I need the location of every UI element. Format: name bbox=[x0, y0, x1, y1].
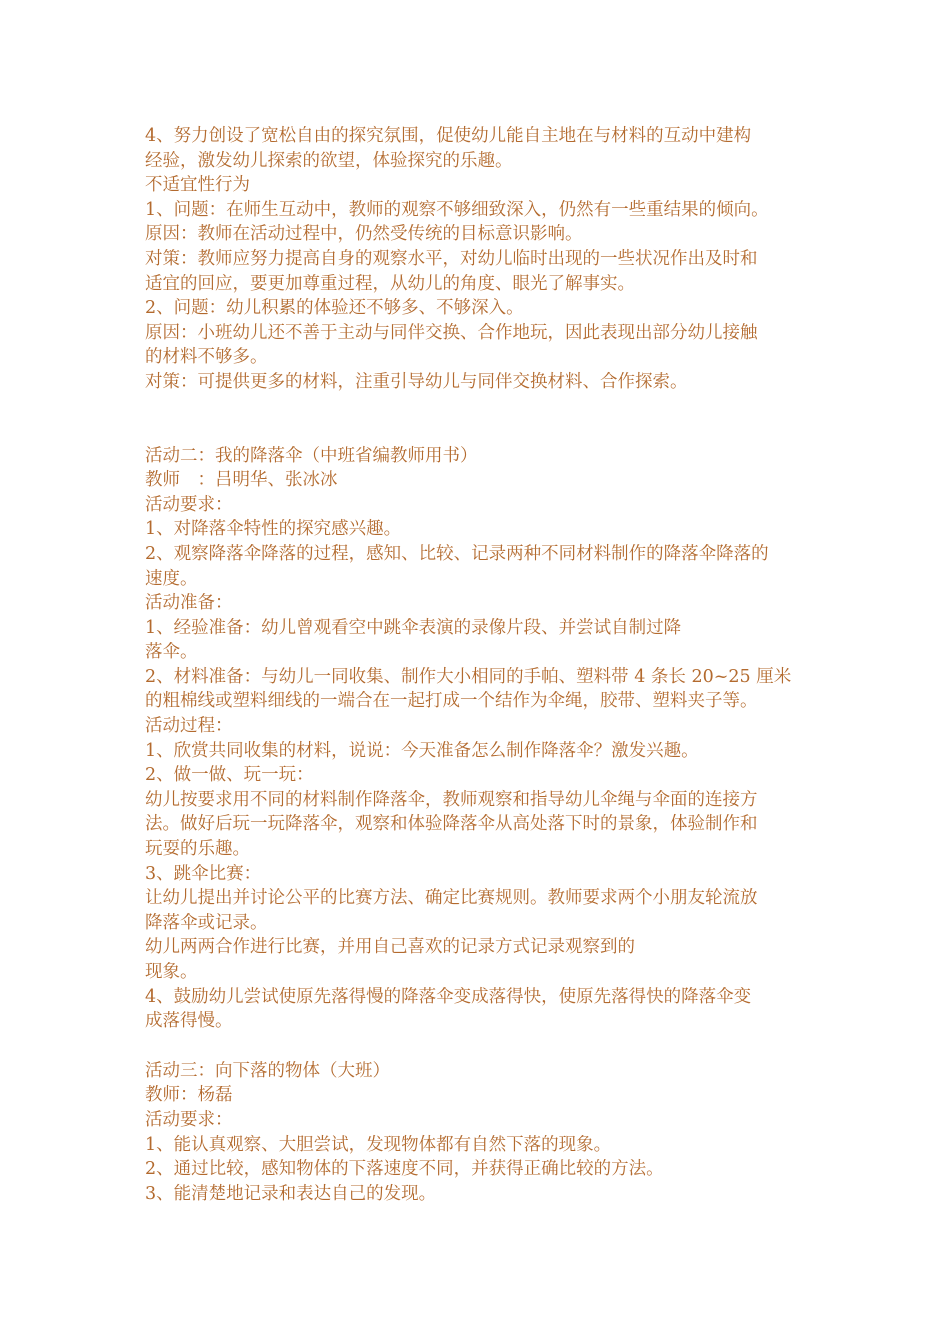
paragraph-line: 1、问题：在师生互动中，教师的观察不够细致深入，仍然有一些重结果的倾向。 bbox=[145, 199, 769, 220]
paragraph-line: 1、能认真观察、大胆尝试，发现物体都有自然下落的现象。 bbox=[145, 1134, 612, 1155]
paragraph-line: 的粗棉线或塑料细线的一端合在一起打成一个结作为伞绳，胶带、塑料夹子等。 bbox=[145, 691, 758, 712]
paragraph-line: 2、做一做、玩一玩： bbox=[145, 765, 314, 786]
paragraph-line: 降落伞或记录。 bbox=[145, 912, 268, 933]
paragraph-line: 2、材料准备：与幼儿一同收集、制作大小相同的手帕、塑料带 4 条长 20~25 厘米 bbox=[145, 666, 792, 687]
section-activity-three bbox=[145, 1059, 825, 1207]
paragraph-line: 的材料不够多。 bbox=[145, 347, 268, 368]
paragraph-line: 对策：教师应努力提高自身的观察水平，对幼儿临时出现的一些状况作出及时和 bbox=[145, 248, 758, 269]
teacher-line: 教师：杨磊 bbox=[145, 1085, 233, 1106]
paragraph-line: 2、观察降落伞降落的过程，感知、比较、记录两种不同材料制作的降落伞降落的 bbox=[145, 543, 769, 564]
paragraph-line: 4、鼓励幼儿尝试使原先落得慢的降落伞变成落得快，使原先落得快的降落伞变 bbox=[145, 986, 752, 1007]
paragraph-line: 3、能清楚地记录和表达自己的发现。 bbox=[145, 1183, 437, 1204]
paragraph-line: 幼儿按要求用不同的材料制作降落伞，教师观察和指导幼儿伞绳与伞面的连接方 bbox=[145, 789, 758, 810]
subheading: 不适宜性行为 bbox=[145, 175, 250, 196]
section-title: 活动二：我的降落伞（中班省编教师用书） bbox=[145, 445, 478, 466]
paragraph-line: 1、欣赏共同收集的材料，说说：今天准备怎么制作降落伞？激发兴趣。 bbox=[145, 740, 699, 761]
paragraph-line: 幼儿两两合作进行比赛，并用自己喜欢的记录方式记录观察到的 bbox=[145, 937, 635, 958]
section-activity-one-reflection bbox=[145, 124, 825, 395]
paragraph-line: 让幼儿提出并讨论公平的比赛方法、确定比赛规则。教师要求两个小朋友轮流放 bbox=[145, 888, 758, 909]
paragraph-line: 3、跳伞比赛： bbox=[145, 863, 262, 884]
paragraph-line: 法。做好后玩一玩降落伞，观察和体验降落伞从高处落下时的景象，体验制作和 bbox=[145, 814, 758, 835]
section-activity-two bbox=[145, 444, 825, 1034]
paragraph-line: 1、对降落伞特性的探究感兴趣。 bbox=[145, 519, 402, 540]
paragraph-line: 2、通过比较，感知物体的下落速度不同，并获得正确比较的方法。 bbox=[145, 1159, 664, 1180]
subheading: 活动准备： bbox=[145, 593, 233, 614]
paragraph-line: 速度。 bbox=[145, 568, 198, 589]
subheading: 活动要求： bbox=[145, 1109, 233, 1130]
paragraph-line: 原因：教师在活动过程中，仍然受传统的目标意识影响。 bbox=[145, 224, 583, 245]
paragraph-line: 成落得慢。 bbox=[145, 1011, 233, 1032]
paragraph-line: 适宜的回应，要更加尊重过程，从幼儿的角度、眼光了解事实。 bbox=[145, 273, 635, 294]
section-title: 活动三：向下落的物体（大班） bbox=[145, 1060, 390, 1081]
paragraph-line: 落伞。 bbox=[145, 642, 198, 663]
paragraph-line: 现象。 bbox=[145, 962, 198, 982]
subheading: 活动过程： bbox=[145, 716, 233, 737]
paragraph-line: 经验，激发幼儿探索的欲望，体验探究的乐趣。 bbox=[145, 150, 513, 171]
paragraph-line: 4、努力创设了宽松自由的探究氛围，促使幼儿能自主地在与材料的互动中建构 bbox=[145, 126, 752, 146]
paragraph-line: 原因：小班幼儿还不善于主动与同伴交换、合作地玩，因此表现出部分幼儿接触 bbox=[145, 322, 758, 343]
section-spacer bbox=[145, 1034, 825, 1059]
section-spacer bbox=[145, 395, 825, 444]
paragraph-line: 玩耍的乐趣。 bbox=[145, 839, 250, 860]
teacher-line: 教师 ：吕明华、张冰冰 bbox=[145, 470, 338, 491]
paragraph-line: 1、经验准备：幼儿曾观看空中跳伞表演的录像片段、并尝试自制过降 bbox=[145, 617, 682, 638]
subheading: 活动要求： bbox=[145, 494, 233, 515]
paragraph-line: 对策：可提供更多的材料，注重引导幼儿与同伴交换材料、合作探索。 bbox=[145, 371, 688, 392]
paragraph-line: 2、问题：幼儿积累的体验还不够多、不够深入。 bbox=[145, 298, 524, 319]
document-body bbox=[145, 124, 825, 1206]
